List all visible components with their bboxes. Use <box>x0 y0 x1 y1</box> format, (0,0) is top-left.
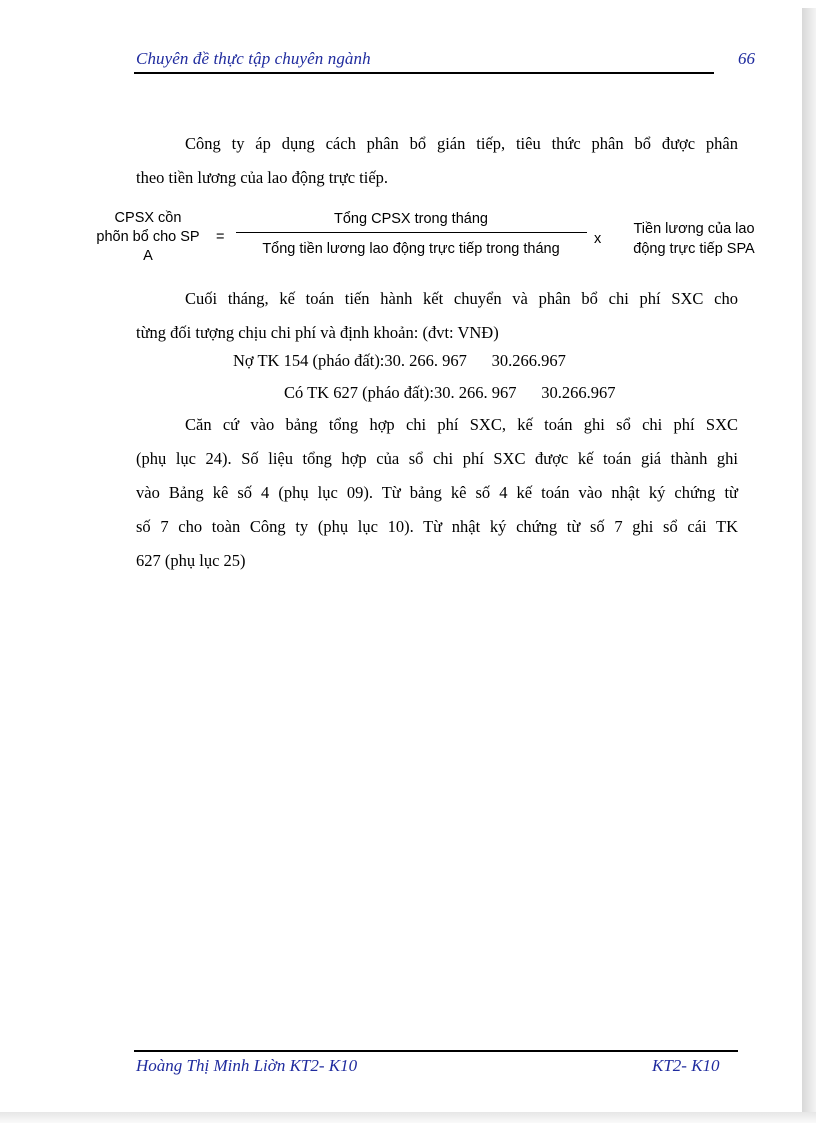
body-line-5: 627 (phụ lục 25) <box>136 551 246 570</box>
formula-left-line-1: CPSX cồn <box>114 210 182 226</box>
body-line-2: (phụ lục 24). Số liệu tổng hợp của sổ chi phí SXC được kế toán giá thành ghi <box>136 449 738 468</box>
formula-left-line-3: A <box>143 248 153 264</box>
header-divider <box>134 72 714 74</box>
formula-right-line-1: Tiền lương của lao <box>633 221 755 237</box>
body-line-4: số 7 cho toàn Công ty (phụ lục 10). Từ nhật ký chứng từ số 7 ghi sổ cái TK <box>136 517 738 536</box>
formula-denominator: Tổng tiền lương lao động trực tiếp trong tháng <box>262 241 560 257</box>
header-title: Chuyên đề thực tập chuyên ngành <box>136 49 371 68</box>
footer-divider <box>134 1050 738 1052</box>
closing-paragraph <box>136 282 738 350</box>
formula-equals: = <box>216 229 225 245</box>
closing-line-2: từng đối tượng chịu chi phí và định khoản: (đvt: VNĐ) <box>136 323 499 342</box>
closing-line-1: Cuối tháng, kế toán tiến hành kết chuyển và phân bổ chi phí SXC cho <box>185 289 738 308</box>
footer-author: Hoàng Thị Minh Liờn KT2- K10 <box>136 1056 358 1075</box>
body-line-1: Căn cứ vào bảng tổng hợp chi phí SXC, kế toán ghi sổ chi phí SXC <box>185 415 738 434</box>
formula-right-term <box>622 219 766 259</box>
body-line-3: vào Bảng kê số 4 (phụ lục 09). Từ bảng kê số 4 kế toán vào nhật ký chứng từ <box>136 483 738 502</box>
formula-times: x <box>594 231 602 247</box>
formula-numerator: Tổng CPSX trong tháng <box>334 211 488 227</box>
footer-class: KT2- K10 <box>652 1056 720 1075</box>
formula-fraction-bar <box>236 232 587 233</box>
intro-line-1: Công ty áp dụng cách phân bổ gián tiếp, tiêu thức phân bổ được phân <box>185 134 738 153</box>
page-shadow-bottom <box>0 1112 816 1123</box>
page-shadow-right <box>802 8 816 1123</box>
formula-left-term <box>86 209 210 266</box>
formula-left-line-2: phõn bổ cho SP <box>96 229 200 245</box>
body-paragraph <box>136 408 738 578</box>
intro-paragraph <box>136 127 738 195</box>
intro-line-2: theo tiền lương của lao động trực tiếp. <box>136 168 389 187</box>
page-number: 66 <box>738 49 755 68</box>
journal-entry-credit: Có TK 627 (pháo đất):30. 266. 967 30.266.967 <box>284 383 616 402</box>
formula-right-line-2: động trực tiếp SPA <box>633 241 755 257</box>
journal-entry-debit: Nợ TK 154 (pháo đất):30. 266. 967 30.266.967 <box>233 351 566 370</box>
